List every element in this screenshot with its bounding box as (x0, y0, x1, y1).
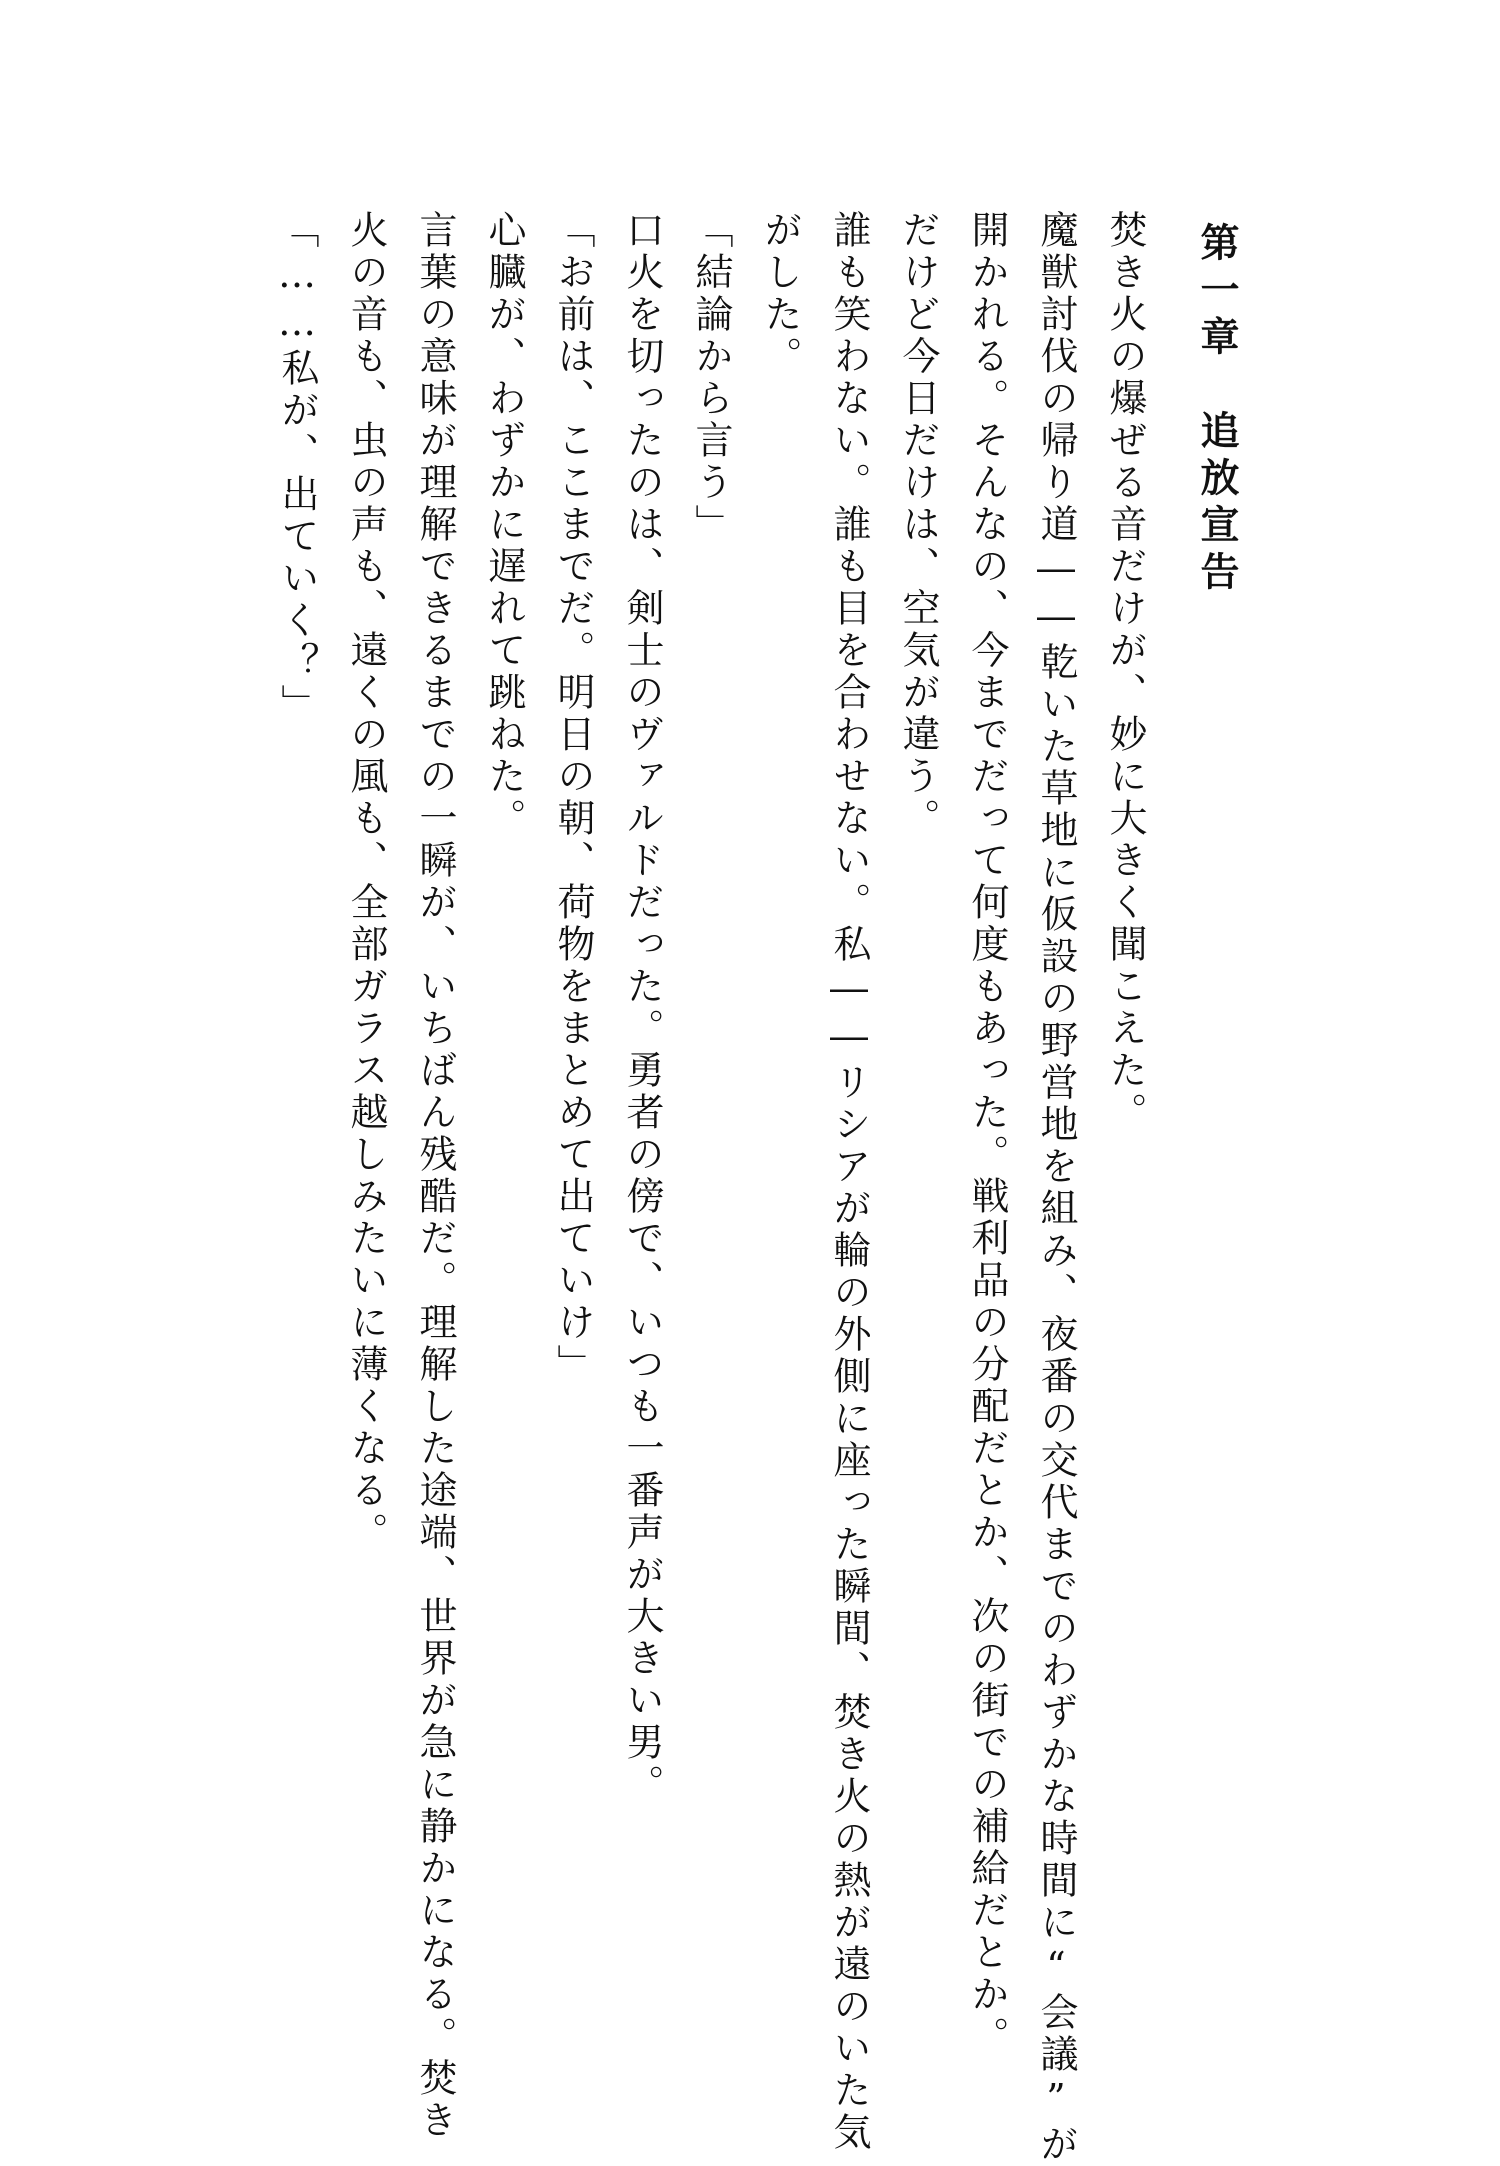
body-line-6: がした。 (758, 210, 802, 378)
body-line-4: だけど今日だけは、空気が違う。 (896, 210, 940, 840)
body-line-10: 心臓が、わずかに遅れて跳ねた。 (482, 210, 526, 840)
body-line-5: 誰も笑わない。誰も目を合わせない。私――リシアが輪の外側に座った瞬間、焚き火の熱が遠のいた気 (827, 210, 871, 2154)
body-line-3: 開かれる。そんなの、今までだって何度もあった。戦利品の分配だとか、次の街での補給だとか。 (965, 210, 1009, 2058)
body-line-8: 口火を切ったのは、剣士のヴァルドだった。勇者の傍で、いつも一番声が大きい男。 (620, 210, 664, 1806)
body-line-1: 焚き火の爆ぜる音だけが、妙に大きく聞こえた。 (1103, 210, 1147, 1134)
body-line-9: 「お前は、ここまでだ。明日の朝、荷物をまとめて出ていけ」 (551, 210, 595, 1386)
body-line-11: 言葉の意味が理解できるまでの一瞬が、いちばん残酷だ。理解した途端、世界が急に静かになる。焚き (413, 210, 457, 2142)
body-line-13: 「……私が、出ていく？」 (275, 210, 319, 726)
chapter-title: 第一章 追放宣告 (1194, 222, 1240, 598)
body-line-12: 火の音も、虫の声も、遠くの風も、全部ガラス越しみたいに薄くなる。 (344, 210, 388, 1554)
body-line-7: 「結論から言う」 (689, 210, 733, 546)
body-line-2: 魔獣討伐の帰り道――乾いた草地に仮設の野営地を組み、夜番の交代までのわずかな時間に“会議”が (1034, 210, 1078, 2166)
